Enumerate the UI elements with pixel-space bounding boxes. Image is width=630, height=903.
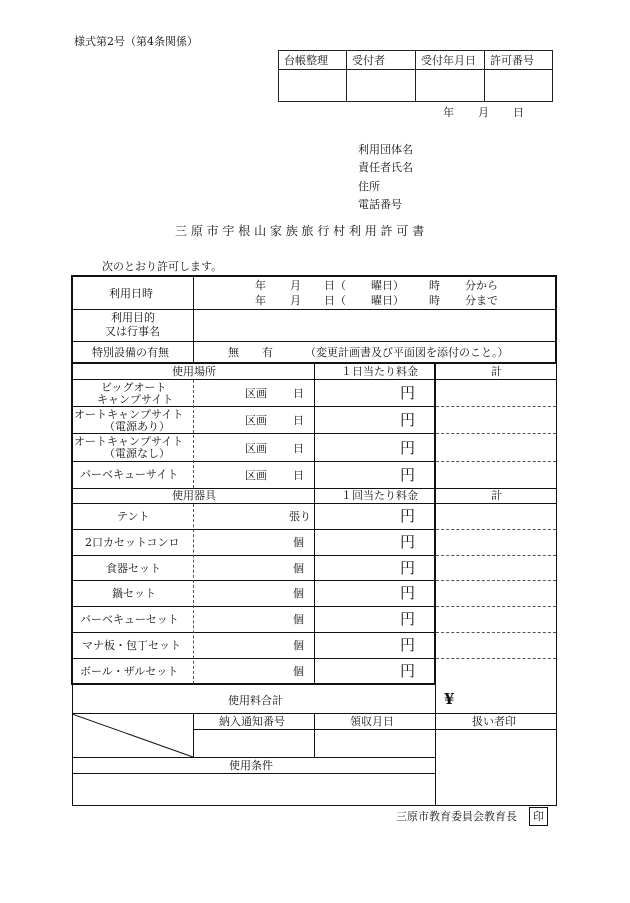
applicant-name-label: 責任者氏名: [358, 161, 413, 174]
equipment-header-item: 使用器具: [172, 489, 216, 502]
registry-cell[interactable]: [416, 70, 485, 102]
registry-header: 台帳整理: [279, 51, 347, 70]
date-year: 年: [443, 106, 454, 119]
places-header-fee: １日当たり料金: [341, 365, 418, 378]
purpose-field[interactable]: [194, 310, 555, 340]
form-id: 様式第2号（第4条関係）: [74, 35, 198, 48]
issuer-name: 三原市教育委員会教育長: [396, 810, 517, 823]
special-yes-option[interactable]: 有: [262, 346, 273, 359]
purpose-label-2: 又は行事名: [105, 325, 160, 338]
equipment-header-total: 計: [491, 489, 502, 502]
applicant-address-label: 住所: [358, 180, 380, 193]
total-fee-label: 使用料合計: [228, 694, 283, 707]
usage-date-label: 利用日時: [109, 287, 153, 300]
places-header-place: 使用場所: [172, 365, 216, 378]
intro-text: 次のとおり許可します。: [102, 260, 223, 273]
places-header-total: 計: [491, 365, 502, 378]
seal-mark: 印: [533, 810, 544, 823]
special-none-option[interactable]: 無: [228, 346, 239, 359]
registry-header: 受付者: [347, 51, 416, 70]
registry-cell[interactable]: [347, 70, 416, 102]
date-month: 月: [478, 106, 489, 119]
purpose-label-1: 利用目的: [111, 311, 155, 324]
special-equipment-label: 特別設備の有無: [92, 346, 169, 359]
special-note: （変更計画書及び平面図を添付のこと。）: [305, 346, 509, 359]
applicant-phone-label: 電話番号: [358, 198, 402, 211]
notice-number-label: 納入通知番号: [219, 715, 285, 728]
diagonal-slash: [72, 714, 194, 758]
yen-symbol: ¥: [444, 690, 455, 708]
equipment-header-fee: １回当たり料金: [341, 489, 418, 502]
page-title: 三 原 市 宇 根 山 家 族 旅 行 村 利 用 許 可 書: [175, 224, 425, 238]
conditions-label: 使用条件: [229, 759, 273, 772]
date-day: 日: [513, 106, 524, 119]
handler-seal-label: 扱い者印: [472, 715, 516, 728]
registry-header: 許可番号: [485, 51, 553, 70]
receipt-date-label: 領収月日: [350, 715, 394, 728]
applicant-org-label: 利用団体名: [358, 143, 413, 156]
registry-cell[interactable]: [485, 70, 553, 102]
registry-cell[interactable]: [279, 70, 347, 102]
registry-table: [278, 50, 553, 102]
registry-header: 受付年月日: [416, 51, 485, 70]
